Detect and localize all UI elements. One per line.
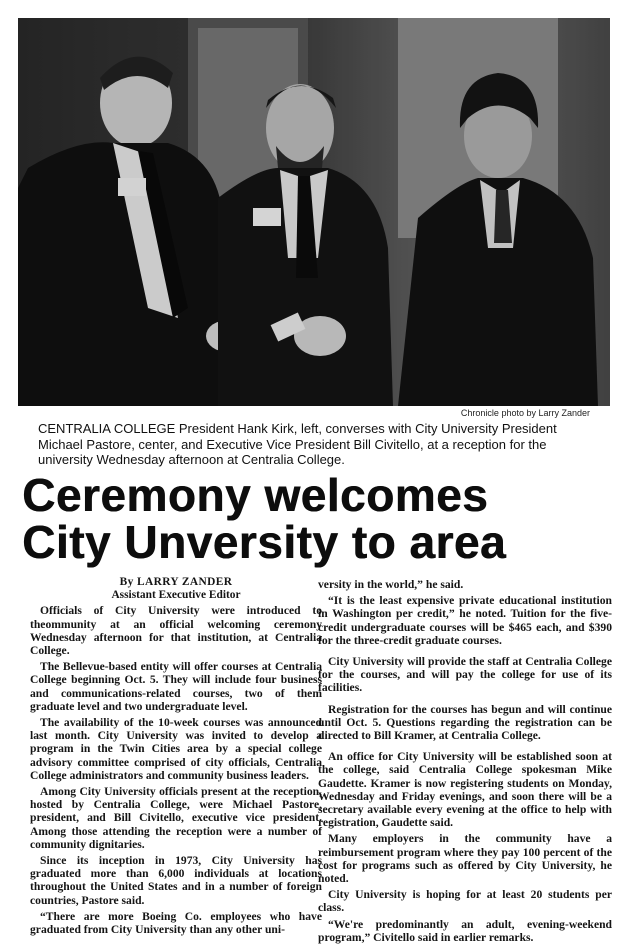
paragraph: Among City University officials present at the reception, hosted by Centralia College, were Michael Pastore, president, and Bill Civitello, executive vice president. Among those attending the reception were a number of community dignitaries.	[30, 785, 322, 851]
reception-photo-image	[18, 18, 610, 406]
byline-author: By LARRY ZANDER	[119, 576, 233, 588]
paragraph: “It is the least expensive private educational institution in Washington per credit,” he noted. Tuition for the five-credit undergraduate courses will be $465 each, and $390 for the three-credit graduate courses.	[318, 594, 612, 647]
paragraph: “We're predominantly an adult, evening-weekend program,” Civitello said in earlier remarks.	[318, 917, 612, 944]
headline-line-1: Ceremony welcomes	[22, 469, 489, 521]
paragraph: City University will provide the staff at Centralia College for the courses, and will pay the college for use of its facilities.	[318, 655, 612, 695]
byline-title: Assistant Executive Editor	[111, 589, 241, 602]
photo-credit: Chronicle photo by Larry Zander	[460, 408, 590, 418]
article-column-right	[318, 578, 612, 947]
reception-photo	[18, 18, 610, 406]
paragraph: Registration for the courses has begun and will continue until Oct. 5. Questions regarding the registration can be directed to Bill Kramer, at Centralia College.	[318, 702, 612, 743]
paragraph: Officials of City University were introduced to theommunity at an official welcoming ceremony Wednesday afternoon for that institution, at Centralia College.	[30, 604, 322, 658]
paragraph: The availability of the 10-week courses was announced last month. City University was invited to develop a program in the Twin Cities area by a special college advisory committee comprised of city officials, Centralia College administrators and community business leaders.	[30, 716, 322, 782]
paragraph: City University is hoping for at least 20 students per class.	[318, 888, 612, 915]
paragraph: Many employers in the community have a reimbursement program where they pay 100 percent of the cost for programs such as offered by City University, he noted.	[318, 832, 612, 886]
paragraph: An office for City University will be established soon at the college, said Centralia College spokesman Mike Gaudette. Kramer is now registering students on Monday, Wednesday and Friday evenings, and soon there will be a secretary available every evening at the office to help with registration, Gaudette said.	[318, 750, 612, 830]
paragraph: Since its inception in 1973, City University has graduated more than 6,000 individuals at locations throughout the United States and in a number of foreign countries, Pastore said.	[30, 854, 322, 907]
headline	[22, 469, 612, 568]
byline	[30, 576, 322, 602]
paragraph: The Bellevue-based entity will offer courses at Centralia College beginning Oct. 5. They will include four business and communications-related courses, two of them graduate level and two undergraduate level.	[30, 660, 322, 713]
article-column-left	[30, 576, 322, 939]
photo-caption: CENTRALIA COLLEGE President Hank Kirk, left, converses with City University President Michael Pastore, center, and Executive Vice President Bill Civitello, at a reception for the university Wednesday afternoon at Centralia College.	[38, 421, 557, 467]
headline-line-2: City Unversity to area	[22, 516, 506, 568]
paragraph: “There are more Boeing Co. employees who have graduated from City University than any other uni-	[30, 909, 322, 937]
paragraph: versity in the world,” he said.	[318, 578, 464, 591]
